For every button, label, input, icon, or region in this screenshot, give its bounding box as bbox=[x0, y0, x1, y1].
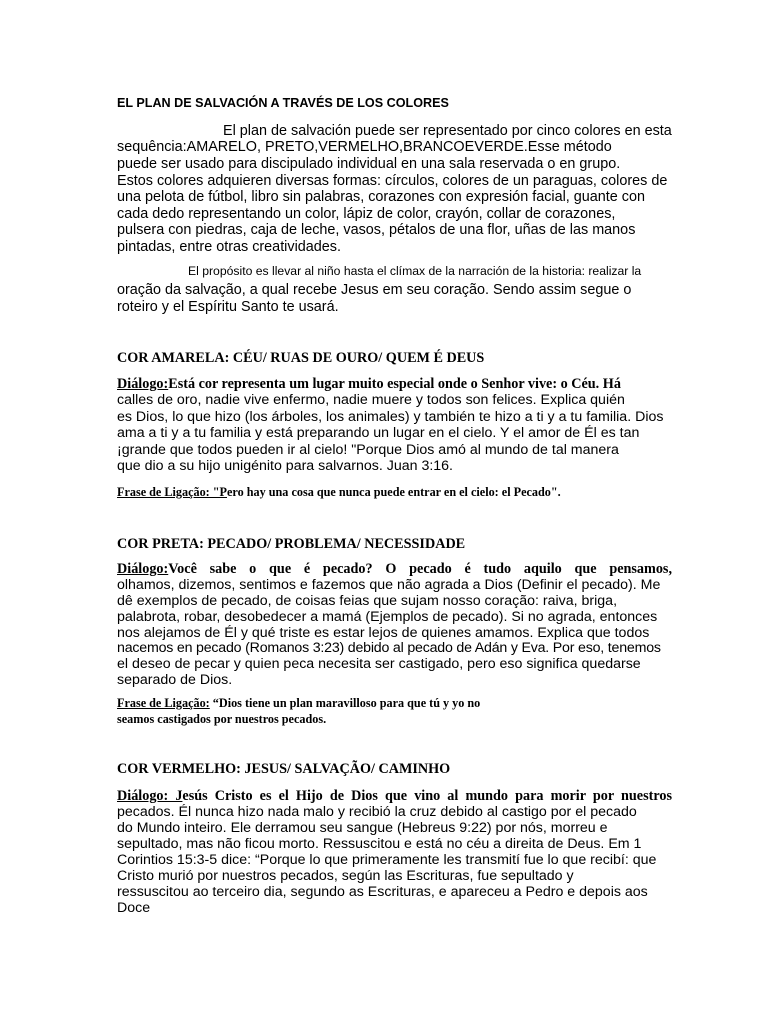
dialog-first-line bbox=[117, 376, 672, 393]
dialog-first-line bbox=[117, 788, 672, 805]
intro-line: El plan de salvación puede ser representado por cinco colores en esta bbox=[223, 123, 672, 139]
intro-line: cada dedo representando un color, lápiz de color, crayón, collar de corazones, bbox=[117, 206, 616, 222]
dialog-line: sepultado, mas não ficou morto. Ressuscitou e está no céu a direita de Deus. Em 1 bbox=[117, 836, 642, 852]
document-title: EL PLAN DE SALVACIÓN A TRAVÉS DE LOS COLORES bbox=[117, 96, 449, 110]
dialog-line: nos alejamos de Él y qué triste es estar lejos de quienes amamos. Explica que todos bbox=[117, 625, 650, 641]
frase-label: Frase de Ligação: "P bbox=[117, 485, 227, 499]
dialog-line: ¡grande que todos pueden ir al cielo! "Porque Dios amó al mundo de tal manera bbox=[117, 442, 619, 458]
dialog-line: olhamos, dizemos, sentimos e fazemos que não agrada a Dios (Definir el pecado). Me bbox=[117, 577, 661, 593]
frase-text: ero hay una cosa que nunca puede entrar en el cielo: el Pecado". bbox=[227, 485, 561, 499]
intro-line: sequência:AMARELO, PRETO,VERMELHO,BRANCOEVERDE.Esse método bbox=[117, 139, 612, 155]
dialog-line: ama a ti y a tu familia y está preparando un lugar en el cielo. Y el amor de Él es tan bbox=[117, 425, 640, 441]
dialog-line: que dio a su hijo unigénito para salvarnos. Juan 3:16. bbox=[117, 458, 454, 474]
dialog-text: esús Cristo es el Hijo de Dios que vino al mundo para morir por nuestros bbox=[182, 788, 672, 804]
purpose-line: El propósito es llevar al niño hasta el clímax de la narración de la historia: realizar la bbox=[188, 264, 642, 278]
dialog-line: do Mundo inteiro. Ele derramou seu sangue (Hebreus 9:22) por nós, morreu e bbox=[117, 820, 608, 836]
dialog-line: separado de Dios. bbox=[117, 672, 233, 688]
dialog-label: Diálogo: bbox=[117, 376, 169, 392]
dialog-line: el deseo de pecar y quien peca necesita ser castigado, pero eso significa quedarse bbox=[117, 656, 641, 672]
dialog-line: calles de oro, nadie vive enfermo, nadie muere y todos son felices. Explica quién bbox=[117, 392, 625, 408]
section-heading-preta: COR PRETA: PECADO/ PROBLEMA/ NECESSIDADE bbox=[117, 536, 466, 552]
dialog-line: Cristo murió por nuestros pecados, según las Escrituras, fue sepultado y bbox=[117, 868, 574, 884]
purpose-line: roteiro y el Espíritu Santo te usará. bbox=[117, 299, 339, 315]
dialog-line: Corintios 15:3-5 dice: “Porque lo que primeramente les transmití fue lo que recibí: que bbox=[117, 852, 657, 868]
frase-de-ligacao bbox=[117, 485, 672, 500]
dialog-first-line bbox=[117, 561, 672, 578]
dialog-label: Diálogo: bbox=[117, 561, 169, 577]
intro-line: puede ser usado para discipulado individual en una sala reservada o en grupo. bbox=[117, 156, 621, 172]
intro-line: Estos colores adquieren diversas formas: círculos, colores de un paraguas, colores de bbox=[117, 173, 668, 189]
frase-line: seamos castigados por nuestros pecados. bbox=[117, 712, 327, 726]
frase-label: Frase de Ligação: bbox=[117, 696, 210, 710]
dialog-text: Você sabe o que é pecado? O pecado é tudo aquilo que pensamos, bbox=[168, 561, 672, 577]
dialog-line: dê exemplos de pecado, de coisas feias que sujam nosso coração: raiva, briga, bbox=[117, 593, 618, 609]
dialog-text: Está cor representa um lugar muito especial onde o Senhor vive: o Céu. Há bbox=[168, 376, 621, 392]
frase-de-ligacao bbox=[117, 696, 569, 711]
dialog-line: Doce bbox=[117, 900, 151, 916]
section-heading-vermelho: COR VERMELHO: JESUS/ SALVAÇÃO/ CAMINHO bbox=[117, 761, 451, 777]
dialog-line: palabrota, robar, desobedecer a mamá (Ejemplos de pecado). Si no agrada, entonces bbox=[117, 609, 658, 625]
dialog-label: Diálogo: J bbox=[117, 788, 183, 804]
intro-line: una pelota de fútbol, libro sin palabras, corazones con expresión facial, guante con bbox=[117, 189, 645, 205]
dialog-line: pecados. Él nunca hizo nada malo y recibió la cruz debido al castigo por el pecado bbox=[117, 804, 637, 820]
intro-line: pintadas, entre otras creatividades. bbox=[117, 239, 341, 255]
dialog-line: es Dios, lo que hizo (los árboles, los animales) y también te hizo a ti y a tu familia. Dios bbox=[117, 409, 664, 425]
intro-line: pulsera con piedras, caja de leche, vasos, pétalos de una flor, uñas de las manos bbox=[117, 222, 636, 238]
dialog-line: nacemos en pecado (Romanos 3:23) debido al pecado de Adán y Eva. Por eso, tenemos bbox=[117, 640, 661, 656]
section-heading-amarela: COR AMARELA: CÉU/ RUAS DE OURO/ QUEM É DEUS bbox=[117, 350, 485, 366]
purpose-line: oração da salvação, a qual recebe Jesus em seu coração. Sendo assim segue o bbox=[117, 282, 632, 298]
dialog-line: ressuscitou ao terceiro dia, segundo as Escrituras, e apareceu a Pedro e depois aos bbox=[117, 884, 648, 900]
frase-text: “Dios tiene un plan maravilloso para que tú y yo no bbox=[209, 696, 481, 710]
